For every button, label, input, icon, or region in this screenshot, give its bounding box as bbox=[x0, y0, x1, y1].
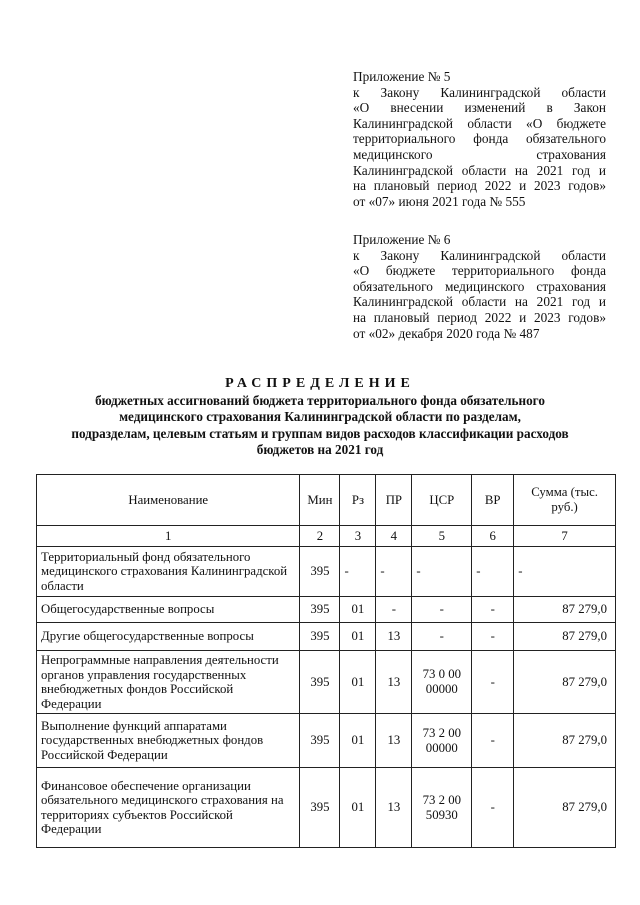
appendix-6-line: к Закону Калининградской области bbox=[353, 247, 606, 263]
table-row bbox=[37, 714, 616, 768]
row-sum: 87 279,0 bbox=[514, 651, 616, 714]
header-name: Наименование bbox=[37, 475, 300, 526]
appendix-5-line: на плановый период 2022 и 2023 годов» bbox=[353, 178, 606, 194]
header-min: Мин bbox=[300, 475, 340, 526]
row-min: 395 bbox=[300, 768, 340, 848]
appendix-6-line: Калининградской области на 2021 год и bbox=[353, 294, 606, 310]
appendix-6-line: от «02» декабря 2020 года № 487 bbox=[353, 325, 540, 341]
column-number: 6 bbox=[472, 526, 514, 547]
document-subtitle bbox=[40, 393, 600, 459]
row-pr: 13 bbox=[376, 714, 412, 768]
row-pr: - bbox=[376, 547, 412, 597]
appendix-6-line: «О бюджете территориального фонда bbox=[353, 263, 606, 279]
row-pr: 13 bbox=[376, 623, 412, 651]
row-name: Другие общегосударственные вопросы bbox=[37, 623, 300, 651]
budget-table bbox=[36, 474, 616, 848]
header-rz: Рз bbox=[340, 475, 376, 526]
row-vr: - bbox=[472, 547, 514, 597]
subtitle-line: бюджетных ассигнований бюджета территориального фонда обязательного bbox=[95, 393, 545, 408]
appendix-5-line: к Закону Калининградской области bbox=[353, 84, 606, 100]
appendix-6-line: обязательного медицинского страхования bbox=[353, 278, 606, 294]
table-row bbox=[37, 768, 616, 848]
subtitle-line: бюджетов на 2021 год bbox=[256, 442, 384, 458]
row-sum: - bbox=[514, 547, 616, 597]
header-csr: ЦСР bbox=[412, 475, 472, 526]
table-row bbox=[37, 547, 616, 597]
table-row bbox=[37, 651, 616, 714]
row-vr: - bbox=[472, 597, 514, 623]
column-number: 1 bbox=[37, 526, 300, 547]
appendix-5-line: «О внесении изменений в Закон bbox=[353, 100, 606, 116]
row-min: 395 bbox=[300, 714, 340, 768]
header-vr: ВР bbox=[472, 475, 514, 526]
column-number: 2 bbox=[300, 526, 340, 547]
column-number: 4 bbox=[376, 526, 412, 547]
row-csr: - bbox=[412, 547, 472, 597]
header-sum: Сумма (тыс. руб.) bbox=[514, 475, 616, 526]
row-csr: 73 2 00 00000 bbox=[412, 714, 472, 768]
appendix-6-line: на плановый период 2022 и 2023 годов» bbox=[353, 309, 606, 325]
row-sum: 87 279,0 bbox=[514, 597, 616, 623]
row-sum: 87 279,0 bbox=[514, 623, 616, 651]
table-row bbox=[37, 623, 616, 651]
table-header-row bbox=[37, 475, 616, 526]
appendix-5-line: медицинского страхования bbox=[353, 146, 606, 162]
row-rz: - bbox=[340, 547, 376, 597]
row-sum: 87 279,0 bbox=[514, 714, 616, 768]
row-pr: 13 bbox=[376, 768, 412, 848]
row-csr: 73 2 00 50930 bbox=[412, 768, 472, 848]
row-csr: - bbox=[412, 597, 472, 623]
row-vr: - bbox=[472, 768, 514, 848]
appendix-6-block bbox=[353, 232, 606, 341]
row-rz: 01 bbox=[340, 623, 376, 651]
row-name: Выполнение функций аппаратами государственных внебюджетных фондов Российской Федерации bbox=[37, 714, 300, 768]
row-vr: - bbox=[472, 714, 514, 768]
row-vr: - bbox=[472, 623, 514, 651]
table-row bbox=[37, 597, 616, 623]
row-csr: - bbox=[412, 623, 472, 651]
subtitle-line: подразделам, целевым статьям и группам видов расходов классификации расходов bbox=[71, 425, 569, 441]
appendix-5-line: Калининградской области «О бюджете bbox=[353, 115, 606, 131]
row-name: Общегосударственные вопросы bbox=[37, 597, 300, 623]
row-min: 395 bbox=[300, 651, 340, 714]
row-rz: 01 bbox=[340, 768, 376, 848]
appendix-5-line: Приложение № 5 bbox=[353, 69, 451, 84]
row-rz: 01 bbox=[340, 714, 376, 768]
row-csr: 73 0 00 00000 bbox=[412, 651, 472, 714]
header-pr: ПР bbox=[376, 475, 412, 526]
row-name: Территориальный фонд обязательного медицинского страхования Калининградской области bbox=[37, 547, 300, 597]
row-rz: 01 bbox=[340, 597, 376, 623]
subtitle-line: медицинского страхования Калининградской области по разделам, bbox=[119, 409, 521, 425]
row-vr: - bbox=[472, 651, 514, 714]
row-sum: 87 279,0 bbox=[514, 768, 616, 848]
appendix-5-line: от «07» июня 2021 года № 555 bbox=[353, 193, 526, 209]
column-number-row bbox=[37, 526, 616, 547]
row-pr: 13 bbox=[376, 651, 412, 714]
appendix-5-line: территориального фонда обязательного bbox=[353, 131, 606, 147]
appendix-6-line: Приложение № 6 bbox=[353, 232, 451, 247]
row-min: 395 bbox=[300, 597, 340, 623]
row-pr: - bbox=[376, 597, 412, 623]
appendix-5-block bbox=[353, 69, 606, 209]
row-min: 395 bbox=[300, 623, 340, 651]
row-rz: 01 bbox=[340, 651, 376, 714]
row-name: Непрограммные направления деятельности органов управления государственных внебюджетных фондов Российской Федерации bbox=[37, 651, 300, 714]
row-name: Финансовое обеспечение организации обязательного медицинского страхования на территориях субъектов Российской Федерации bbox=[37, 768, 300, 848]
column-number: 3 bbox=[340, 526, 376, 547]
document-title: РАСПРЕДЕЛЕНИЕ bbox=[225, 376, 415, 391]
appendix-5-line: Калининградской области на 2021 год и bbox=[353, 162, 606, 178]
row-min: 395 bbox=[300, 547, 340, 597]
column-number: 5 bbox=[412, 526, 472, 547]
column-number: 7 bbox=[514, 526, 616, 547]
